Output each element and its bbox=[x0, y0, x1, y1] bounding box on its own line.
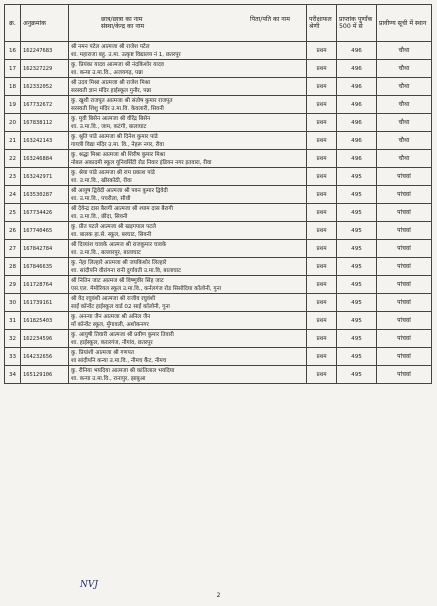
row-roll-number: 163530287 bbox=[21, 186, 69, 204]
table-row bbox=[5, 366, 432, 384]
page-number: 2 bbox=[216, 592, 221, 599]
row-rank: पांचवां bbox=[377, 330, 432, 348]
row-rank: चौथा bbox=[377, 114, 432, 132]
row-roll-number: 163242143 bbox=[21, 132, 69, 150]
row-sno: 20 bbox=[5, 114, 21, 132]
row-institution: साईं कॉन्वेंट हाईस्कूल वार्ड 02 साईं कॉलोनी, गुना bbox=[71, 303, 170, 310]
table-row bbox=[5, 204, 432, 222]
row-rank: पांचवां bbox=[377, 204, 432, 222]
row-category: प्रथम bbox=[307, 168, 337, 186]
row-institution: गायत्री विद्या मंदिर उ.मा. वि., नेहरू नगर, रीवा bbox=[71, 141, 164, 148]
header-row bbox=[5, 5, 432, 42]
row-student-details bbox=[69, 168, 307, 186]
header-student-institution bbox=[69, 5, 307, 42]
row-category: प्रथम bbox=[307, 294, 337, 312]
row-marks: 495 bbox=[337, 276, 377, 294]
row-marks: 495 bbox=[337, 366, 377, 384]
row-marks: 496 bbox=[337, 96, 377, 114]
signature: NVJ bbox=[80, 580, 98, 590]
row-category: प्रथम bbox=[307, 114, 337, 132]
row-category: प्रथम bbox=[307, 204, 337, 222]
row-marks: 495 bbox=[337, 168, 377, 186]
row-student-name: कु. श्रेया पांडे आत्मजा श्री राम प्रकाश पांडे bbox=[71, 169, 155, 176]
row-rank: पांचवां bbox=[377, 312, 432, 330]
row-student-name: कु. खुशी राजपूत आत्मजा श्री संतोष कुमार राजपूत bbox=[71, 97, 173, 104]
table-row bbox=[5, 240, 432, 258]
row-category: प्रथम bbox=[307, 366, 337, 384]
table-row bbox=[5, 168, 432, 186]
row-student-details bbox=[69, 204, 307, 222]
row-roll-number: 167734426 bbox=[21, 204, 69, 222]
table-row bbox=[5, 258, 432, 276]
table-row bbox=[5, 276, 432, 294]
row-student-details bbox=[69, 132, 307, 150]
row-category: प्रथम bbox=[307, 42, 337, 60]
row-marks: 495 bbox=[337, 330, 377, 348]
row-marks: 496 bbox=[337, 114, 377, 132]
row-sno: 22 bbox=[5, 150, 21, 168]
row-student-name: कु. प्रियांशी आत्मजा श्री गणपत bbox=[71, 349, 134, 356]
row-institution: शा. उ.मा.वि., पचरौला, सीधी bbox=[71, 195, 131, 202]
row-sno: 17 bbox=[5, 60, 21, 78]
row-marks: 496 bbox=[337, 60, 377, 78]
row-sno: 21 bbox=[5, 132, 21, 150]
header-institution: संस्था/केन्द्र का नाम bbox=[101, 23, 145, 30]
row-student-name: कु. अनन्या जैन आत्मजा श्री अनिल जैन bbox=[71, 313, 151, 320]
row-rank: पांचवां bbox=[377, 348, 432, 366]
row-student-details bbox=[69, 222, 307, 240]
table-row bbox=[5, 222, 432, 240]
row-rank: चौथा bbox=[377, 96, 432, 114]
row-student-details bbox=[69, 258, 307, 276]
row-rank: पांचवां bbox=[377, 168, 432, 186]
row-student-name: कु. प्रियंका यादव आत्मजा श्री नंदकिशोर यादव bbox=[71, 61, 164, 68]
header-sno: क्र. bbox=[5, 5, 21, 42]
row-rank: चौथा bbox=[377, 42, 432, 60]
row-student-name: कु. नेहा लिल्हारे आत्मजा श्री जयकिशोर लिल्हारे bbox=[71, 259, 167, 266]
row-sno: 26 bbox=[5, 222, 21, 240]
table-body bbox=[5, 42, 432, 384]
row-category: प्रथम bbox=[307, 150, 337, 168]
row-roll-number: 163242971 bbox=[21, 168, 69, 186]
row-student-details bbox=[69, 240, 307, 258]
row-marks: 495 bbox=[337, 312, 377, 330]
row-student-name: श्री वेद रघुवंशी आत्मजा श्री राजीव रघुवंशी bbox=[71, 295, 156, 302]
row-student-name: कु. श्रद्धा मिश्रा आत्मजा श्री शिरीष कुमार मिश्रा bbox=[71, 151, 166, 158]
row-sno: 25 bbox=[5, 204, 21, 222]
row-category: प्रथम bbox=[307, 60, 337, 78]
row-student-name: श्री आयुष द्विवेदी आत्मजा श्री पवन कुमार द्विवेदी bbox=[71, 187, 168, 194]
header-student: छात्र/छात्रा का नाम bbox=[101, 16, 143, 23]
row-student-name: श्री नितिन जाट आत्मज श्री विष्णुवीर सिंह जाट bbox=[71, 277, 164, 284]
row-sno: 23 bbox=[5, 168, 21, 186]
header-marks: प्राप्तांक पूर्णांक 500 में से bbox=[337, 5, 377, 42]
row-roll-number: 162234596 bbox=[21, 330, 69, 348]
row-institution: शा. महाराजा बहु. उ.मा. उत्कृष्ट विद्यालय नं 1, छतरपुर bbox=[71, 51, 181, 58]
row-rank: चौथा bbox=[377, 78, 432, 96]
row-student-name: कु. श्रुति पांडे आत्मजा श्री दिनेश कुमार पांडे bbox=[71, 133, 158, 140]
table-row bbox=[5, 96, 432, 114]
row-marks: 495 bbox=[337, 348, 377, 366]
row-rank: पांचवां bbox=[377, 366, 432, 384]
row-sno: 34 bbox=[5, 366, 21, 384]
row-sno: 16 bbox=[5, 42, 21, 60]
row-sno: 30 bbox=[5, 294, 21, 312]
row-roll-number: 167838112 bbox=[21, 114, 69, 132]
row-student-details bbox=[69, 114, 307, 132]
row-marks: 496 bbox=[337, 78, 377, 96]
row-student-details bbox=[69, 78, 307, 96]
row-institution: नोबल अकादमी स्कूल यूनिवर्सिटी रोड निवार इंडियन नगर इतवारा, रीवा bbox=[71, 159, 212, 166]
row-institution: शा. कन्या उ.मा.वि., अजयगढ़, पन्ना bbox=[71, 69, 143, 76]
row-rank: पांचवां bbox=[377, 258, 432, 276]
row-student-details bbox=[69, 60, 307, 78]
row-roll-number: 165129106 bbox=[21, 366, 69, 384]
row-institution: सरस्वती ज्ञान मंदिर हाईस्कूल गुनौर, पन्ना bbox=[71, 87, 152, 94]
row-sno: 33 bbox=[5, 348, 21, 366]
row-category: प्रथम bbox=[307, 348, 337, 366]
row-student-details bbox=[69, 42, 307, 60]
merit-table bbox=[4, 4, 432, 384]
table-row bbox=[5, 114, 432, 132]
row-category: प्रथम bbox=[307, 276, 337, 294]
table-row bbox=[5, 348, 432, 366]
row-category: प्रथम bbox=[307, 186, 337, 204]
row-marks: 496 bbox=[337, 132, 377, 150]
row-student-name: श्री देवेन्द्र दास बैरागी आत्मजा श्री श्याम दास बैरागी bbox=[71, 205, 173, 212]
table-row bbox=[5, 132, 432, 150]
row-category: प्रथम bbox=[307, 78, 337, 96]
row-rank: पांचवां bbox=[377, 222, 432, 240]
row-sno: 27 bbox=[5, 240, 21, 258]
row-student-name: कु. रौनिया भयदिया आत्मजा श्री कांतिलाल भयदिया bbox=[71, 367, 175, 374]
row-roll-number: 167740465 bbox=[21, 222, 69, 240]
row-student-details bbox=[69, 330, 307, 348]
row-institution: शा. हाईस्कूल, करारगंज, नौगांव, छतरपुर bbox=[71, 339, 153, 346]
header-category: परीक्षाफल श्रेणी bbox=[307, 5, 337, 42]
row-rank: चौथा bbox=[377, 132, 432, 150]
row-marks: 495 bbox=[337, 222, 377, 240]
row-category: प्रथम bbox=[307, 330, 337, 348]
row-marks: 495 bbox=[337, 204, 377, 222]
row-roll-number: 162327229 bbox=[21, 60, 69, 78]
row-roll-number: 161728764 bbox=[21, 276, 69, 294]
row-student-name: श्री नमन पटेल आत्मजा श्री राजेश पटेल bbox=[71, 43, 150, 50]
merit-list-sheet bbox=[4, 4, 431, 384]
row-roll-number: 167842784 bbox=[21, 240, 69, 258]
row-roll-number: 161739161 bbox=[21, 294, 69, 312]
row-student-details bbox=[69, 312, 307, 330]
row-marks: 496 bbox=[337, 150, 377, 168]
table-row bbox=[5, 60, 432, 78]
row-institution: शा. उ.मा.वि., खीरकोठी, रीवा bbox=[71, 177, 132, 184]
row-rank: पांचवां bbox=[377, 186, 432, 204]
row-sno: 24 bbox=[5, 186, 21, 204]
row-marks: 495 bbox=[337, 186, 377, 204]
row-student-details bbox=[69, 294, 307, 312]
row-institution: सरस्वती शिशु मंदिर उ.मा.वि. केवलारी, सिवनी bbox=[71, 105, 164, 112]
row-student-details bbox=[69, 348, 307, 366]
row-student-details bbox=[69, 96, 307, 114]
table-row bbox=[5, 150, 432, 168]
row-rank: पांचवां bbox=[377, 294, 432, 312]
row-category: प्रथम bbox=[307, 240, 337, 258]
row-institution: शा. उ.मा.वि., जाम, कटंगी, बालाघाट bbox=[71, 123, 147, 130]
row-institution: एस.एल. मेमोरियल स्कूल उ.मा.वि., कर्नलगंज रोड सिसोदिया कॉलोनी, गुना bbox=[71, 285, 222, 292]
row-sno: 31 bbox=[5, 312, 21, 330]
row-student-name: कु. प्रीत पटले आत्मजा श्री खड़गपाल पटले bbox=[71, 223, 156, 230]
row-student-details bbox=[69, 366, 307, 384]
row-category: प्रथम bbox=[307, 258, 337, 276]
row-roll-number: 167846635 bbox=[21, 258, 69, 276]
table-row bbox=[5, 42, 432, 60]
row-roll-number: 164232656 bbox=[21, 348, 69, 366]
row-student-name: कु. आयुषी तिवारी आत्मजा श्री प्रवीण कुमार तिवारी bbox=[71, 331, 174, 338]
table-row bbox=[5, 312, 432, 330]
row-institution: शा. कन्या उ.मा.वि., रानापुर, झाबुआ bbox=[71, 375, 146, 382]
table-row bbox=[5, 186, 432, 204]
row-roll-number: 163246884 bbox=[21, 150, 69, 168]
header-roll: अनुक्रमांक bbox=[21, 5, 69, 42]
table-row bbox=[5, 330, 432, 348]
row-category: प्रथम bbox=[307, 132, 337, 150]
row-marks: 495 bbox=[337, 294, 377, 312]
row-sno: 32 bbox=[5, 330, 21, 348]
row-category: प्रथम bbox=[307, 96, 337, 114]
row-institution: शा. बालक हा.से. स्कूल, बरघाट, सिवनी bbox=[71, 231, 152, 238]
row-sno: 18 bbox=[5, 78, 21, 96]
table-row bbox=[5, 78, 432, 96]
row-institution: शा. उ.मा.वि., छींदा, सिवनी bbox=[71, 213, 128, 220]
row-institution: शा. सांदीपनि वीरांगना रानी दुर्गावती उ.मा.वि, बालाघाट bbox=[71, 267, 181, 274]
row-sno: 28 bbox=[5, 258, 21, 276]
row-institution: माँ कॉन्वेंट स्कूल, मुँगावली, अशोकनगर bbox=[71, 321, 149, 328]
row-marks: 495 bbox=[337, 240, 377, 258]
row-institution: शा. उ.मा.वि., बल्लारपुर, बालाघाट bbox=[71, 249, 141, 256]
row-category: प्रथम bbox=[307, 312, 337, 330]
row-rank: चौथा bbox=[377, 60, 432, 78]
table-row bbox=[5, 294, 432, 312]
row-student-details bbox=[69, 150, 307, 168]
row-roll-number: 162247683 bbox=[21, 42, 69, 60]
row-sno: 29 bbox=[5, 276, 21, 294]
row-student-name: श्री उदय मिश्रा आत्मजा श्री राजेश मिश्रा bbox=[71, 79, 151, 86]
row-rank: पांचवां bbox=[377, 276, 432, 294]
row-roll-number: 161825403 bbox=[21, 312, 69, 330]
row-student-details bbox=[69, 186, 307, 204]
row-marks: 495 bbox=[337, 258, 377, 276]
row-student-name: श्री दिव्यांश चावके आत्मज श्री राजकुमार चावके bbox=[71, 241, 167, 248]
row-sno: 19 bbox=[5, 96, 21, 114]
header-rank: प्रावीण्य सूची में स्थान bbox=[377, 5, 432, 42]
row-student-name: कु. मुवी बिसेन आत्मजा श्री वीरेंद्र बिसेन bbox=[71, 115, 151, 122]
row-student-details bbox=[69, 276, 307, 294]
row-institution: शा सांदीपनि कन्या उ.मा.वि., नीमच कैंट, नीमच bbox=[71, 357, 167, 364]
row-category: प्रथम bbox=[307, 222, 337, 240]
row-roll-number: 167732672 bbox=[21, 96, 69, 114]
row-rank: चौथा bbox=[377, 150, 432, 168]
header-parent: पिता/पति का नाम bbox=[250, 16, 290, 23]
row-roll-number: 162332052 bbox=[21, 78, 69, 96]
row-marks: 496 bbox=[337, 42, 377, 60]
row-rank: पांचवां bbox=[377, 240, 432, 258]
